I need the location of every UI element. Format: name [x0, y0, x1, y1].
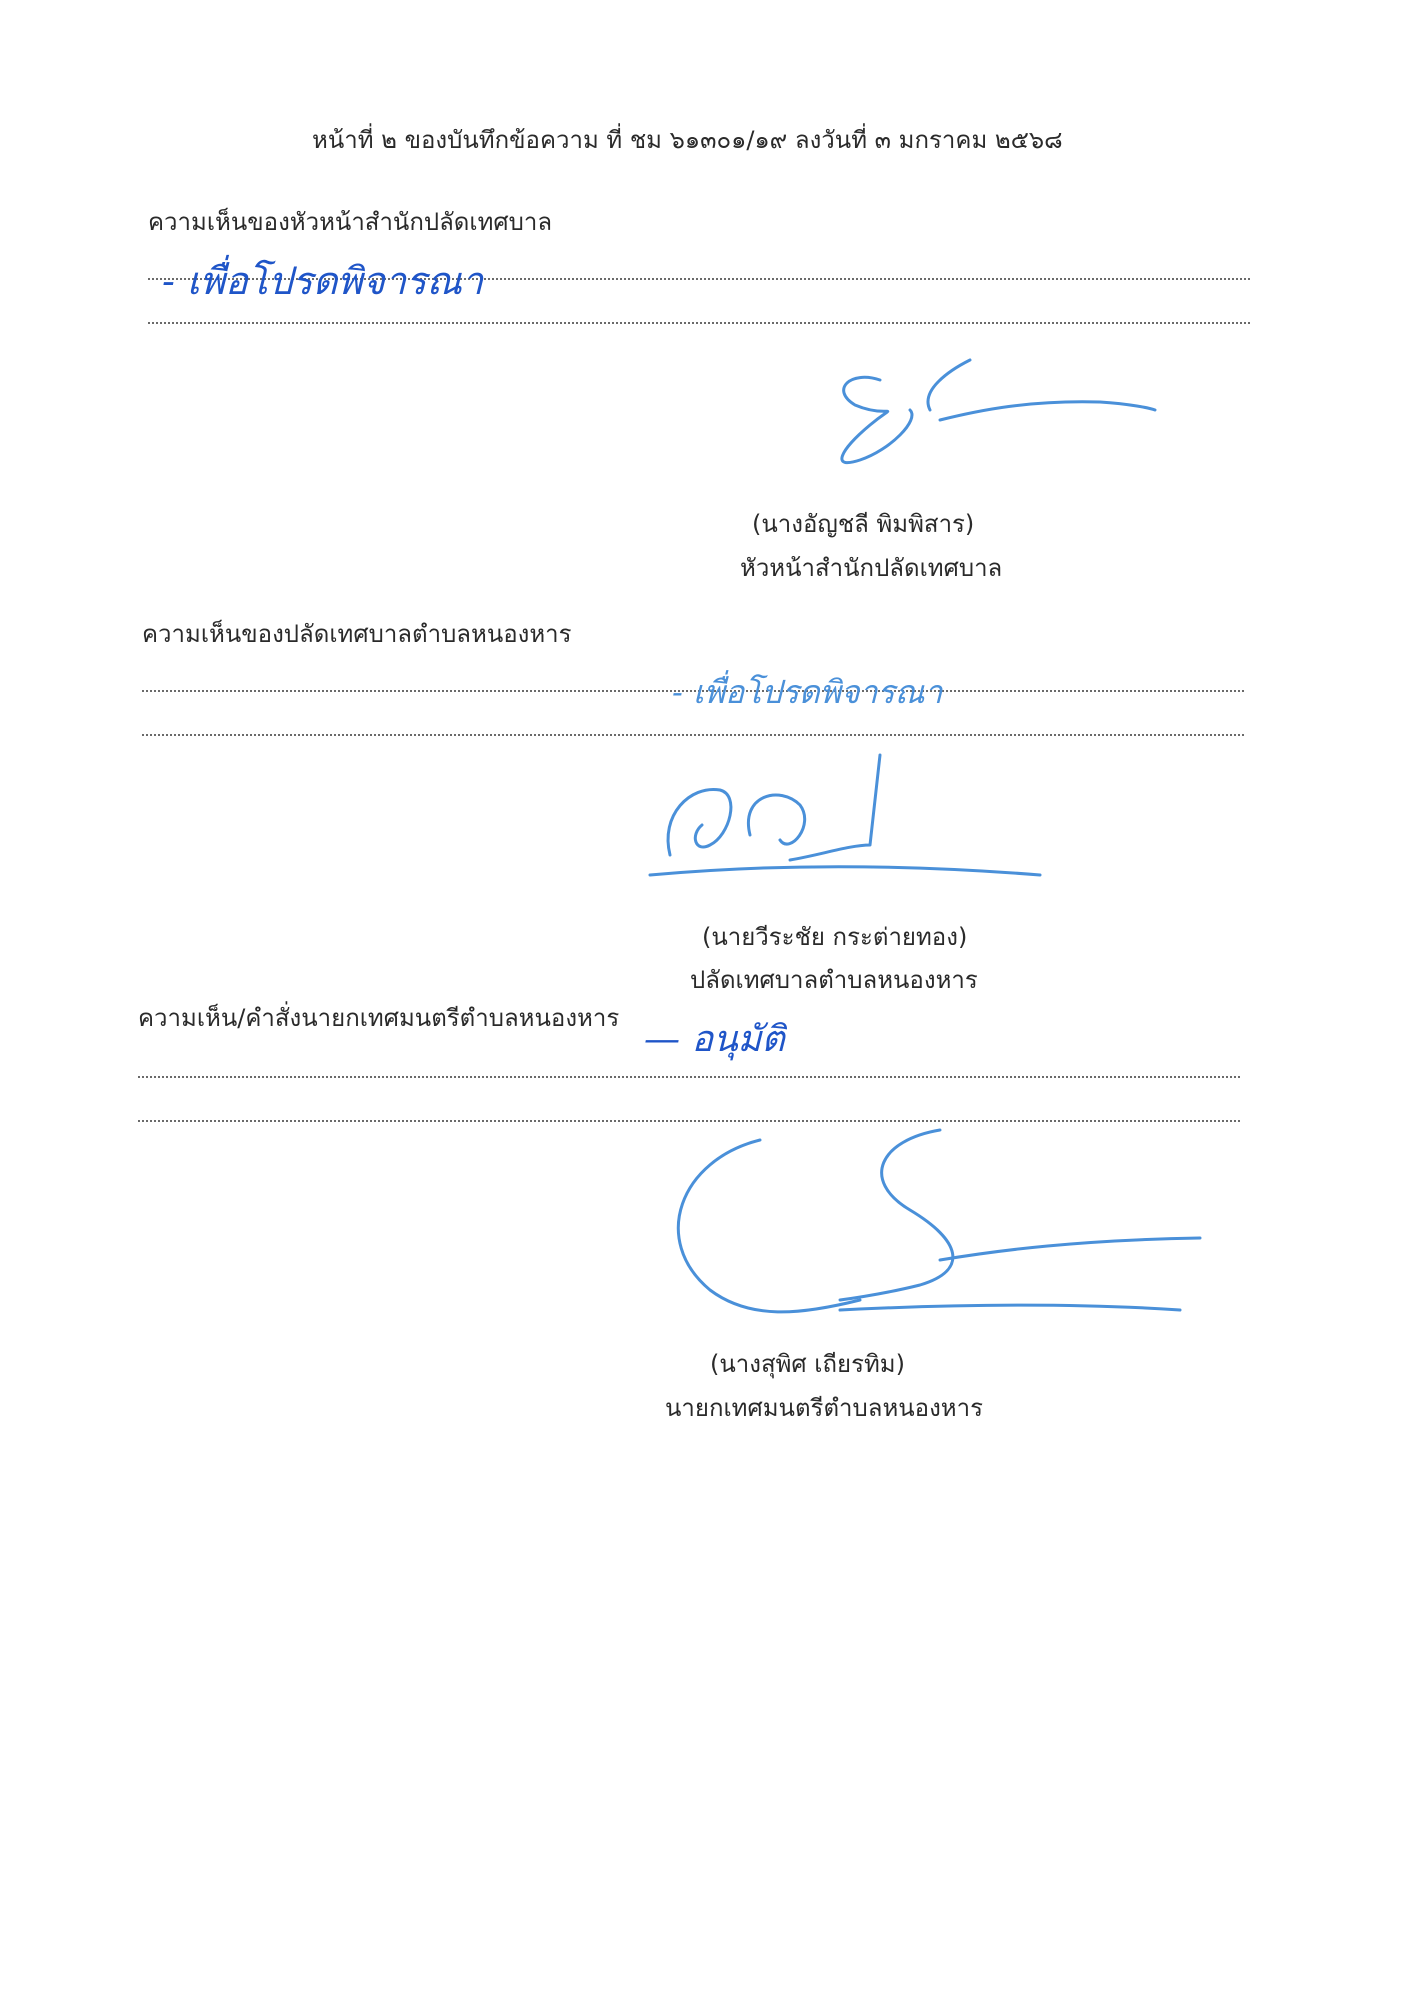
section3-handwritten-note: — อนุมัติ — [644, 1019, 785, 1060]
section2-heading: ความเห็นของปลัดเทศบาลตำบลหนองหาร — [142, 620, 572, 648]
section3-heading: ความเห็น/คำสั่งนายกเทศมนตรีตำบลหนองหาร — [138, 1004, 620, 1032]
dotted-line — [138, 1076, 1240, 1078]
section2-signature — [640, 745, 1040, 895]
dotted-line — [148, 322, 1250, 324]
section2-signer-name: (นายวีระชัย กระต่ายทอง) — [702, 923, 968, 951]
section2-signer-title: ปลัดเทศบาลตำบลหนองหาร — [690, 966, 978, 994]
section3-signer-title: นายกเทศมนตรีตำบลหนองหาร — [665, 1394, 983, 1422]
section1-signer-name: (นางอัญชลี พิมพิสาร) — [752, 510, 975, 538]
section1-handwritten-note: - เพื่อโปรดพิจารณา — [162, 259, 484, 303]
page-header: หน้าที่ ๒ ของบันทึกข้อความ ที่ ชม ๖๑๓๐๑/๑๙ ลงวันที่ ๓ มกราคม ๒๕๖๘ — [312, 126, 1063, 154]
section3-signer-name: (นางสุพิศ เถียรทิม) — [710, 1350, 905, 1378]
dotted-line — [142, 734, 1244, 736]
section1-signer-title: หัวหน้าสำนักปลัดเทศบาล — [740, 554, 1003, 582]
section1-heading: ความเห็นของหัวหน้าสำนักปลัดเทศบาล — [148, 208, 553, 236]
section1-signature — [810, 350, 1170, 490]
section2-handwritten-note: - เพื่อโปรดพิจารณา — [672, 673, 943, 711]
section3-signature — [640, 1120, 1200, 1340]
